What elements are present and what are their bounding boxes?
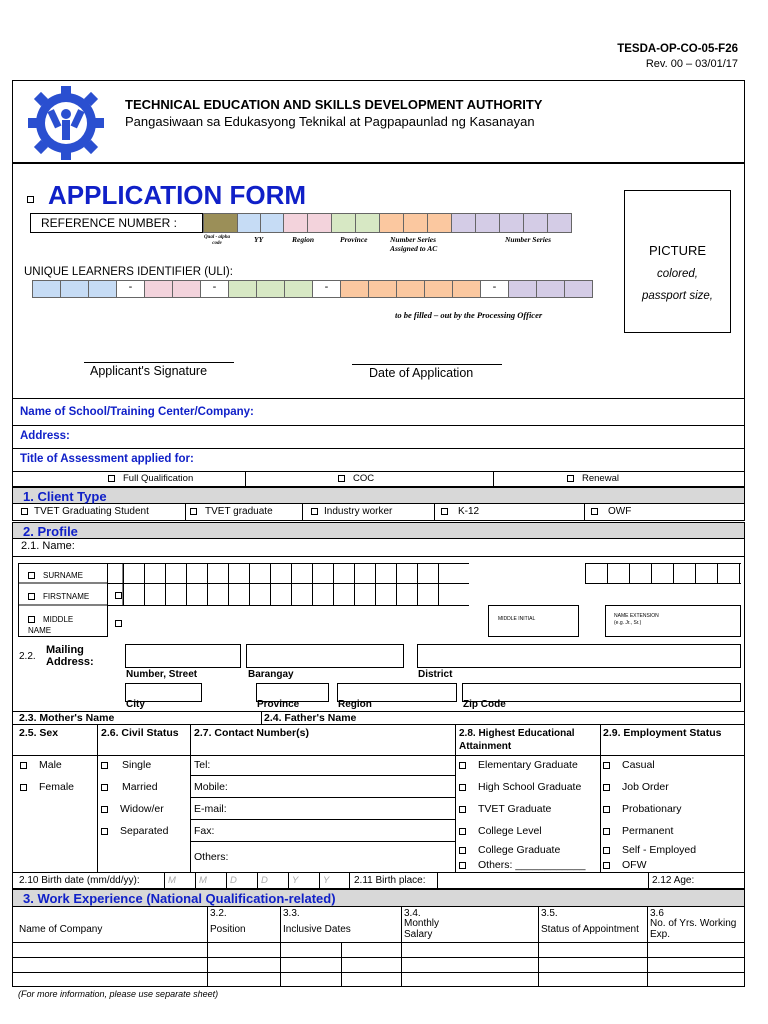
street-input[interactable]	[125, 644, 241, 668]
father-name-field[interactable]: 2.4. Father's Name	[264, 712, 357, 724]
ref-caption-qual: Qual - alpha code	[203, 235, 231, 246]
contact-mobile[interactable]: Mobile:	[194, 781, 228, 793]
employment-title: 2.9. Employment Status	[603, 727, 722, 739]
emp-probationary[interactable]: Probationary	[603, 803, 682, 815]
checkbox-icon[interactable]	[115, 592, 122, 599]
province-label: Province	[257, 699, 300, 710]
client-industry-worker[interactable]: Industry worker	[303, 504, 435, 520]
street-label: Number, Street	[126, 669, 198, 680]
option-coc[interactable]: COC	[246, 472, 494, 486]
form-code: TESDA-OP-CO-05-F26	[617, 43, 738, 55]
work-col-position-num: 3.2.	[210, 908, 227, 919]
assessment-title: Title of Assessment applied for:	[12, 449, 745, 471]
firstname-label: FIRSTNAME	[28, 592, 89, 601]
ref-caption-region: Region	[292, 235, 315, 244]
mailing-label: Mailing Address:	[46, 644, 94, 668]
education-title: 2.8. Highest Educational Attainment	[459, 728, 575, 752]
work-col-years: No. of Yrs. Working Exp.	[650, 918, 737, 940]
contact-email[interactable]: E-mail:	[194, 803, 227, 815]
emp-permanent[interactable]: Permanent	[603, 825, 673, 837]
checkbox-icon	[27, 196, 34, 203]
contact-fax[interactable]: Fax:	[194, 825, 215, 837]
profile-header: 2. Profile	[12, 522, 745, 539]
edu-others[interactable]: Others: ____________	[459, 859, 585, 871]
checkbox-icon[interactable]	[115, 620, 122, 627]
client-tvet-graduate[interactable]: TVET graduate	[186, 504, 303, 520]
date-line[interactable]	[352, 364, 502, 365]
work-col-company: Name of Company	[19, 924, 103, 935]
contact-tel[interactable]: Tel:	[194, 759, 211, 771]
work-col-status-num: 3.5.	[541, 908, 558, 919]
sex-female[interactable]: Female	[20, 781, 74, 793]
agency-tagalog: Pangasiwaan sa Edukasyong Teknikal at Pagpapaunlad ng Kasanayan	[125, 114, 535, 129]
client-owf[interactable]: OWF	[585, 504, 744, 520]
district-input[interactable]	[417, 644, 741, 668]
surname-label: SURNAME	[28, 571, 83, 580]
uli-label: UNIQUE LEARNERS IDENTIFIER (ULI):	[24, 266, 233, 278]
civil-widow[interactable]: Widow/er	[101, 803, 164, 815]
civil-title: 2.6. Civil Status	[101, 727, 179, 739]
contact-title: 2.7. Contact Number(s)	[194, 727, 309, 739]
zip-label: Zip Code	[463, 699, 506, 710]
client-type-options	[12, 504, 745, 521]
mother-name-field[interactable]: 2.3. Mother's Name	[13, 712, 262, 724]
emp-job-order[interactable]: Job Order	[603, 781, 669, 793]
ref-caption-yy: YY	[254, 235, 264, 244]
client-k12[interactable]: K-12	[435, 504, 585, 520]
form-title: APPLICATION FORM	[48, 180, 307, 210]
mailing-num: 2.2.	[19, 651, 36, 662]
signature-label: Applicant's Signature	[90, 364, 208, 378]
emp-ofw[interactable]: OFW	[603, 859, 647, 871]
footnote: (For more information, please use separate sheet)	[18, 989, 219, 999]
barangay-label: Barangay	[248, 669, 294, 680]
city-label: City	[126, 699, 145, 710]
emp-self-employed[interactable]: Self - Employed	[603, 844, 696, 856]
form-code-block	[617, 42, 738, 72]
birthdate-label: 2.10 Birth date (mm/dd/yy):	[19, 875, 140, 886]
picture-title: PICTURE	[648, 243, 707, 258]
uli-cells[interactable]: - - - -	[32, 280, 592, 298]
name-label: 2.1. Name:	[12, 539, 745, 557]
work-col-salary: Monthly Salary	[404, 918, 440, 940]
ref-caption-series: Number Series	[505, 235, 552, 244]
sex-title: 2.5. Sex	[19, 727, 59, 739]
agency-name: TECHNICAL EDUCATION AND SKILLS DEVELOPMENT AUTHORITY	[125, 97, 543, 112]
picture-box	[624, 190, 731, 333]
region-label: Region	[338, 699, 372, 710]
work-col-status: Status of Appointment	[541, 924, 639, 935]
birthplace-field[interactable]: 2.11 Birth place:	[354, 875, 426, 886]
assessment-options	[12, 471, 745, 487]
work-col-position: Position	[210, 924, 246, 935]
signature-line[interactable]	[84, 362, 234, 363]
processing-note: to be filled – out by the Processing Officer	[395, 310, 543, 320]
option-full-qualification[interactable]: Full Qualification	[13, 472, 246, 486]
picture-line2: passport size,	[642, 290, 713, 302]
work-table[interactable]	[12, 907, 745, 987]
edu-college-graduate[interactable]: College Graduate	[459, 844, 560, 856]
date-label: Date of Application	[369, 366, 474, 380]
work-col-dates-num: 3.3.	[283, 908, 300, 919]
edu-tvet[interactable]: TVET Graduate	[459, 803, 551, 815]
work-col-years-num: 3.6	[650, 908, 664, 919]
reference-number-cells[interactable]	[203, 213, 571, 233]
work-col-salary-num: 3.4.	[404, 908, 421, 919]
birthdate-input[interactable]: M M D D Y Y	[164, 873, 350, 889]
picture-line1: colored,	[657, 268, 698, 280]
client-type-header: 1. Client Type	[12, 487, 745, 504]
barangay-input[interactable]	[246, 644, 404, 668]
district-label: District	[418, 669, 453, 680]
name-extension-label: NAME EXTENSION (e.g. Jr., Sr.)	[614, 613, 659, 626]
option-renewal[interactable]: Renewal	[494, 472, 744, 486]
address-field[interactable]: Address:	[12, 426, 745, 449]
work-col-dates: Inclusive Dates	[283, 924, 351, 935]
revision: Rev. 00 – 03/01/17	[645, 58, 738, 70]
sex-male[interactable]: Male	[20, 759, 62, 771]
client-tvet-graduating[interactable]: TVET Graduating Student	[13, 504, 186, 520]
reference-label: REFERENCE NUMBER :	[30, 213, 203, 233]
parents-row	[12, 712, 745, 725]
school-field[interactable]: Name of School/Training Center/Company:	[12, 398, 745, 426]
civil-separated[interactable]: Separated	[101, 825, 168, 837]
civil-single[interactable]: Single	[101, 759, 151, 771]
edu-college-level[interactable]: College Level	[459, 825, 542, 837]
tesda-logo-icon	[26, 84, 106, 162]
middlename-label: MIDDLE NAME	[28, 615, 74, 635]
work-header: 3. Work Experience (National Qualification-related)	[12, 889, 745, 907]
ref-caption-series-ac: Number Series Assigned to AC	[390, 235, 438, 253]
contact-others[interactable]: Others:	[194, 851, 229, 863]
ref-caption-province: Province	[340, 235, 368, 244]
civil-married[interactable]: Married	[101, 781, 158, 793]
emp-casual[interactable]: Casual	[603, 759, 655, 771]
edu-elementary[interactable]: Elementary Graduate	[459, 759, 578, 771]
edu-highschool[interactable]: High School Graduate	[459, 781, 581, 793]
middle-initial-label: MIDDLE INITIAL	[498, 616, 536, 622]
age-field[interactable]: 2.12 Age:	[652, 875, 695, 886]
